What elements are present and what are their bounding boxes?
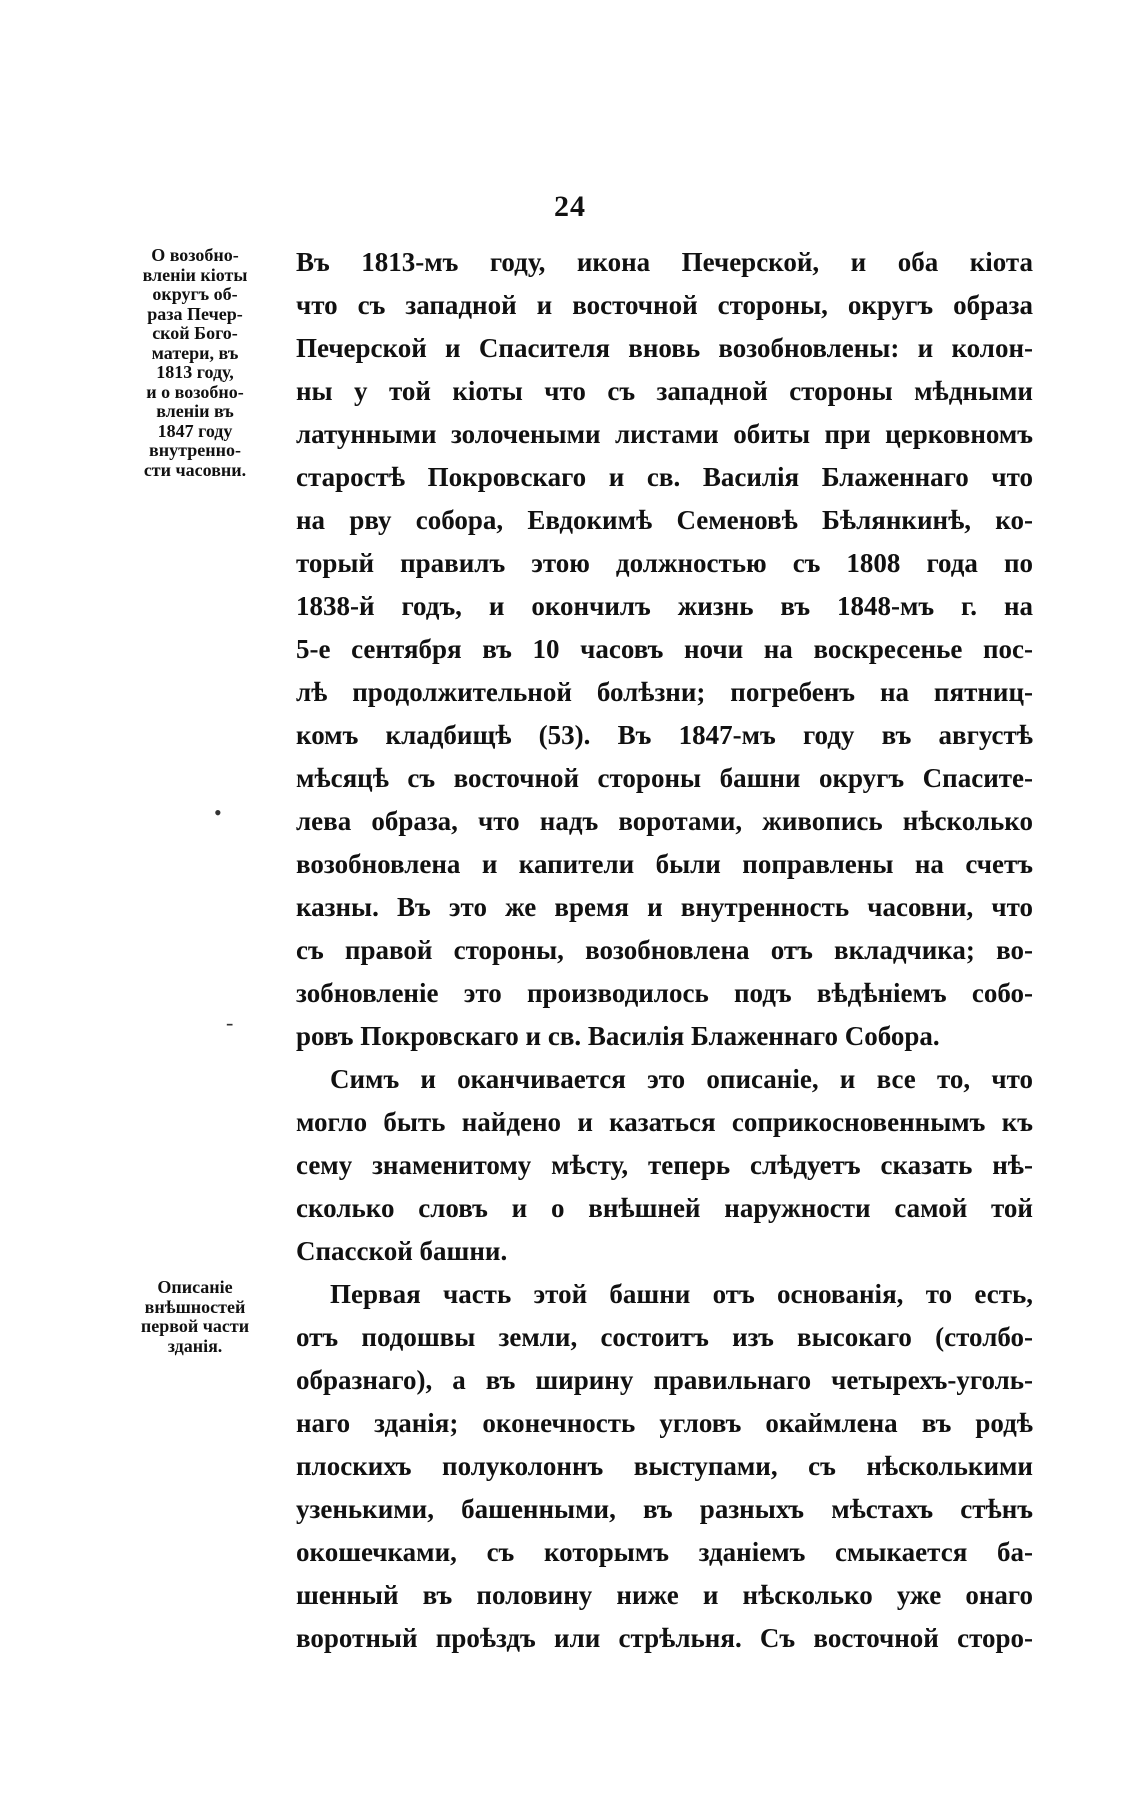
text-line: 5-е сентября въ 10 часовъ ночи на воскресенье пос-: [296, 634, 1033, 664]
text-line: Спасской башни.: [296, 1236, 508, 1266]
text-line: узенькими, башенными, въ разныхъ мѣстахъ стѣнъ: [296, 1494, 1033, 1524]
text-line: зобновленіе это производилось подъ вѣдѣніемъ собо-: [296, 978, 1033, 1008]
margin-note-line: первой части: [140, 1316, 250, 1336]
margin-note-line: О возобно-: [151, 245, 239, 265]
ink-speck: •: [214, 800, 222, 825]
text-line: ны у той кіоты что съ западной стороны мѣдными: [296, 376, 1033, 406]
margin-note-line: и о возобно-: [146, 381, 244, 402]
margin-note-line: внѣшностей: [144, 1296, 246, 1317]
margin-note-line: округъ об-: [152, 284, 238, 304]
text-line: комъ кладбищѣ (53). Въ 1847-мъ году въ августѣ: [296, 720, 1033, 750]
margin-note-line: раза Печер-: [147, 303, 243, 324]
margin-note-line: вленіи въ: [156, 401, 234, 421]
text-line: лева образа, что надъ воротами, живопись нѣсколько: [296, 806, 1033, 836]
text-line: казны. Въ это же время и внутренность часовни, что: [296, 892, 1033, 922]
margin-note-line: внутренно-: [149, 440, 241, 460]
margin-note-line: вленіи кіоты: [142, 264, 248, 285]
text-line: латунными золочеными листами обиты при церковномъ: [296, 419, 1033, 449]
text-line: на рву собора, Евдокимѣ Семеновѣ Бѣлянкинѣ, ко-: [296, 505, 1033, 535]
text-line: могло быть найдено и казаться соприкосновеннымъ къ: [296, 1107, 1033, 1137]
margin-note-line: зданія.: [167, 1335, 223, 1356]
text-line: старостѣ Покровскаго и св. Василія Блаженнаго что: [296, 462, 1033, 492]
text-line: Въ 1813-мъ году, икона Печерской, и оба кіота: [296, 247, 1033, 277]
margin-note-line: 1847 году: [157, 420, 233, 441]
text-line: ровъ Покровскаго и св. Василія Блаженнаго Собора.: [296, 1021, 940, 1051]
margin-note-renovation: [110, 246, 280, 480]
body-text: [296, 241, 1033, 1660]
text-line: Печерской и Спасителя вновь возобновлены: и колон-: [296, 333, 1033, 363]
text-line: торый правилъ этою должностью съ 1808 года по: [296, 548, 1033, 578]
margin-note-line: ской Бого-: [152, 323, 238, 343]
text-line: 1838-й годъ, и окончилъ жизнь въ 1848-мъ г. на: [296, 591, 1033, 621]
text-line: Симъ и оканчивается это описаніе, и все то, что: [330, 1064, 1033, 1094]
text-line: образнаго), а въ ширину правильнаго четырехъ-уголь-: [296, 1365, 1033, 1395]
margin-note-line: матери, въ: [151, 342, 239, 363]
text-line: наго зданія; оконечность угловъ окаймлена въ родѣ: [296, 1408, 1033, 1438]
margin-note-line: Описаніе: [157, 1277, 233, 1297]
text-line: съ правой стороны, возобновлена отъ вкладчика; во-: [296, 935, 1033, 965]
text-line: сему знаменитому мѣсту, теперь слѣдуетъ сказать нѣ-: [296, 1150, 1033, 1180]
margin-note-exterior: [110, 1278, 280, 1356]
margin-note-line: 1813 году,: [156, 362, 234, 382]
text-line: отъ подошвы земли, состоитъ изъ высокаго (столбо-: [296, 1322, 1033, 1352]
text-line: что съ западной и восточной стороны, округъ образа: [296, 290, 1033, 320]
page-number: 24: [554, 190, 586, 223]
text-line: мѣсяцѣ съ восточной стороны башни округъ Спасите-: [296, 763, 1033, 793]
text-line: возобновлена и капители были поправлены на счетъ: [296, 849, 1033, 879]
text-line: Первая часть этой башни отъ основанія, то есть,: [330, 1279, 1033, 1309]
text-line: плоскихъ полуколоннъ выступами, съ нѣсколькими: [296, 1451, 1033, 1481]
ink-speck: -: [226, 1010, 234, 1035]
text-line: сколько словъ и о внѣшней наружности самой той: [296, 1193, 1033, 1223]
text-line: лѣ продолжительной болѣзни; погребенъ на пятниц-: [296, 677, 1033, 707]
text-line: шенный въ половину ниже и нѣсколько уже онаго: [296, 1580, 1033, 1610]
margin-note-line: сти часовни.: [143, 459, 247, 480]
text-line: окошечками, съ которымъ зданіемъ смыкается ба-: [296, 1537, 1033, 1567]
text-line: воротный проѣздъ или стрѣльня. Съ восточной сторо-: [296, 1623, 1033, 1653]
